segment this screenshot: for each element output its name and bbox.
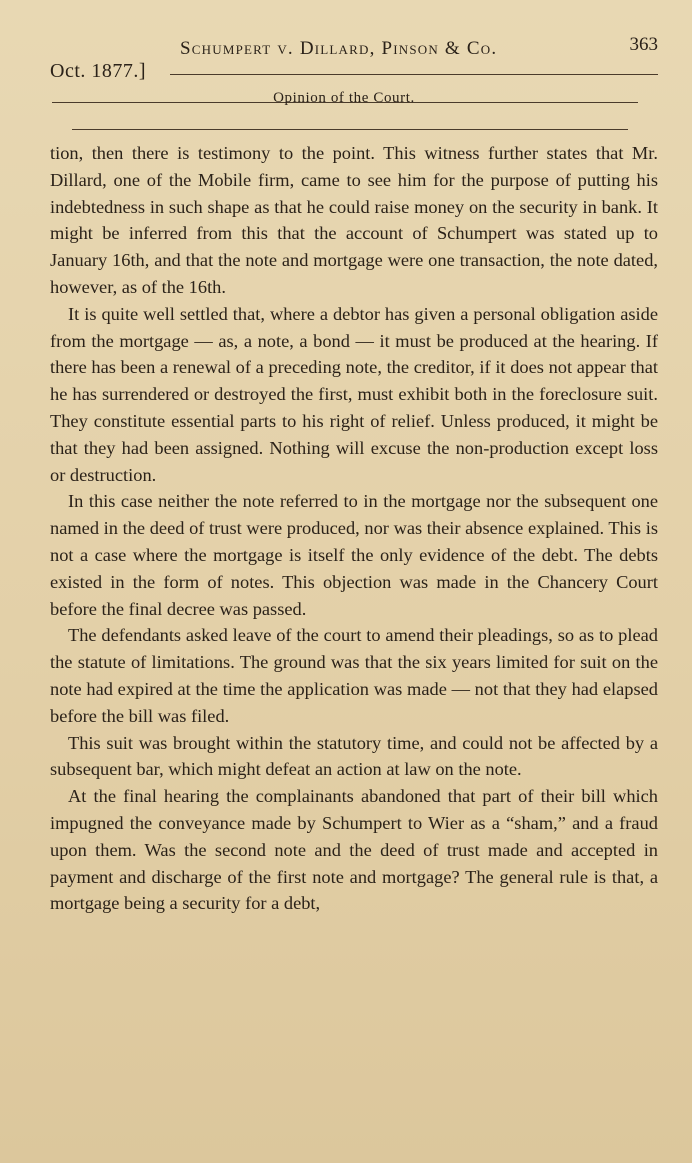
paragraph: At the final hearing the complainants abandoned that part of their bill which impugned the conveyance made by Schumpert to Wier as a “sham,” and a fraud upon them. Was the second note and the deed of trust made and accepted in payment and discharge of the first note and mortgage? The general rule is that, a mortgage being a security for a debt, [50, 786, 658, 914]
paragraph: In this case neither the note referred to in the mortgage nor the subsequent one named in the deed of trust were produced, nor was their absence explained. This is not a case where the mortgage is itself the only evidence of the debt. The debts existed in the form of notes. This objection was made in the Chancery Court before the final decree was passed. [50, 491, 658, 619]
paragraph: tion, then there is testimony to the point. This witness further states that Mr. Dillard, one of the Mobile firm, came to see him for the purpose of putting his indebtedness in such shape as that he could raise money on the security in bank. It might be inferred from this that the account of Schumpert was stated up to January 16th, and that the note and mortgage were one transaction, the note dated, however, as of the 16th. [50, 143, 658, 297]
page-number: 363 [629, 34, 658, 55]
paragraph: This suit was brought within the statutory time, and could not be affected by a subsequent bar, which might defeat an action at law on the note. [50, 732, 658, 780]
header-rule [170, 74, 658, 75]
subheading-rule-bottom [72, 129, 628, 130]
paragraph: The defendants asked leave of the court to amend their pleadings, so as to plead the statute of limitations. The ground was that the six years limited for suit on the note had expired at the time the application was made — not that they had elapsed before the bill was filed. [50, 625, 658, 726]
header-case-title: Schumpert v. Dillard, Pinson & Co. [180, 38, 498, 59]
page-header [50, 30, 658, 106]
paragraph: It is quite well settled that, where a debtor has given a personal obligation aside from the mortgage — as, a note, a bond — it must be produced at the hearing. If there has been a renewal of a preceding note, the creditor, if it does not appear that he has surrendered or destroyed the first, must exhibit both in the foreclosure suit. They constitute essential parts to his right of relief. Unless produced, it might be that they had been assigned. Nothing will excuse the non-production except loss or destruction. [50, 303, 658, 485]
header-date: Oct. 1877.] [50, 60, 147, 82]
opinion-body [50, 140, 658, 917]
subheading: Opinion of the Court. [273, 90, 415, 106]
